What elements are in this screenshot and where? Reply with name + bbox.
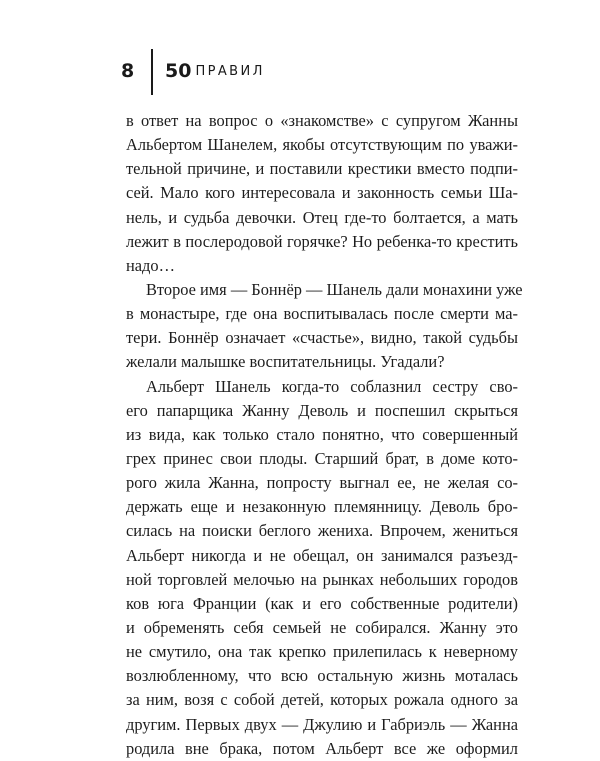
text-line: Альбертом Шанелем, якобы отсутствующим по уважи- [126, 135, 518, 155]
text-line: Второе имя — Боннёр — Шанель дали монахини уже [146, 279, 523, 299]
text-line: родила вне брака, потом Альберт все же оформил [126, 738, 518, 758]
text-line: нель, и судьба девочки. Отец где-то болтается, а мать [126, 207, 518, 227]
text-line: ной торговлей мелочью на рынках небольших городов [126, 569, 518, 589]
text-line: Альберт никогда и не обещал, он занимался разъезд- [126, 545, 518, 565]
text-line: возлюбленному, что всю остальную жизнь моталась [126, 666, 518, 686]
text-line: и обременять себя семьей не собирался. Жанну это [126, 617, 518, 637]
text-line: не смутило, она так крепко прилепилась к неверному [126, 642, 518, 662]
text-line: рого жила Жанна, попросту выгнал ее, не желая со- [126, 473, 518, 493]
paragraph-2 [126, 278, 523, 375]
text-line: за ним, возя с собой детей, которых рожала одного за [126, 690, 518, 710]
text-line: желали малышке воспитательницы. Угадали? [126, 352, 445, 372]
text-line: грех принес свои плоды. Старший брат, в доме кото- [126, 448, 518, 468]
paragraph-3 [126, 375, 518, 761]
page-number: 8 [121, 60, 135, 82]
running-head [165, 60, 265, 82]
text-line: другим. Первых двух — Джулию и Габриэль — Жанна [126, 714, 518, 734]
text-line: ков юга Франции (как и его собственные родители) [126, 593, 518, 613]
text-line: из вида, как только стало понятно, что совершенный [126, 424, 518, 444]
running-head-number: 50 [165, 60, 192, 82]
text-line: в ответ на вопрос о «знакомстве» с супругом Жанны [126, 111, 518, 130]
text-line: его папарщика Жанну Деволь и поспешил скрыться [126, 400, 518, 420]
text-line: тери. Боннёр означает «счастье», видно, такой судьбы [126, 328, 518, 348]
running-head-title: ПРАВИЛ [195, 64, 265, 79]
text-line: держать еще и незаконную племянницу. Деволь бро- [126, 497, 518, 517]
text-line: сей. Мало кого интересовала и законность семьи Ша- [126, 183, 518, 203]
text-line: в монастыре, где она воспитывалась после смерти ма- [126, 304, 518, 324]
text-line: силась на поиски беглого жениха. Впрочем, жениться [126, 521, 518, 541]
paragraph-1 [126, 109, 518, 278]
text-line: надо… [126, 255, 175, 275]
text-line: лежит в послеродовой горячке? Но ребенка-то крестить [126, 231, 518, 251]
body-text [126, 109, 523, 761]
text-line: тельной причине, и поставили крестики вместо подпи- [126, 159, 518, 179]
text-line: Альберт Шанель когда-то соблазнил сестру сво- [146, 376, 518, 396]
header-divider [151, 49, 153, 95]
page-header [0, 0, 600, 110]
